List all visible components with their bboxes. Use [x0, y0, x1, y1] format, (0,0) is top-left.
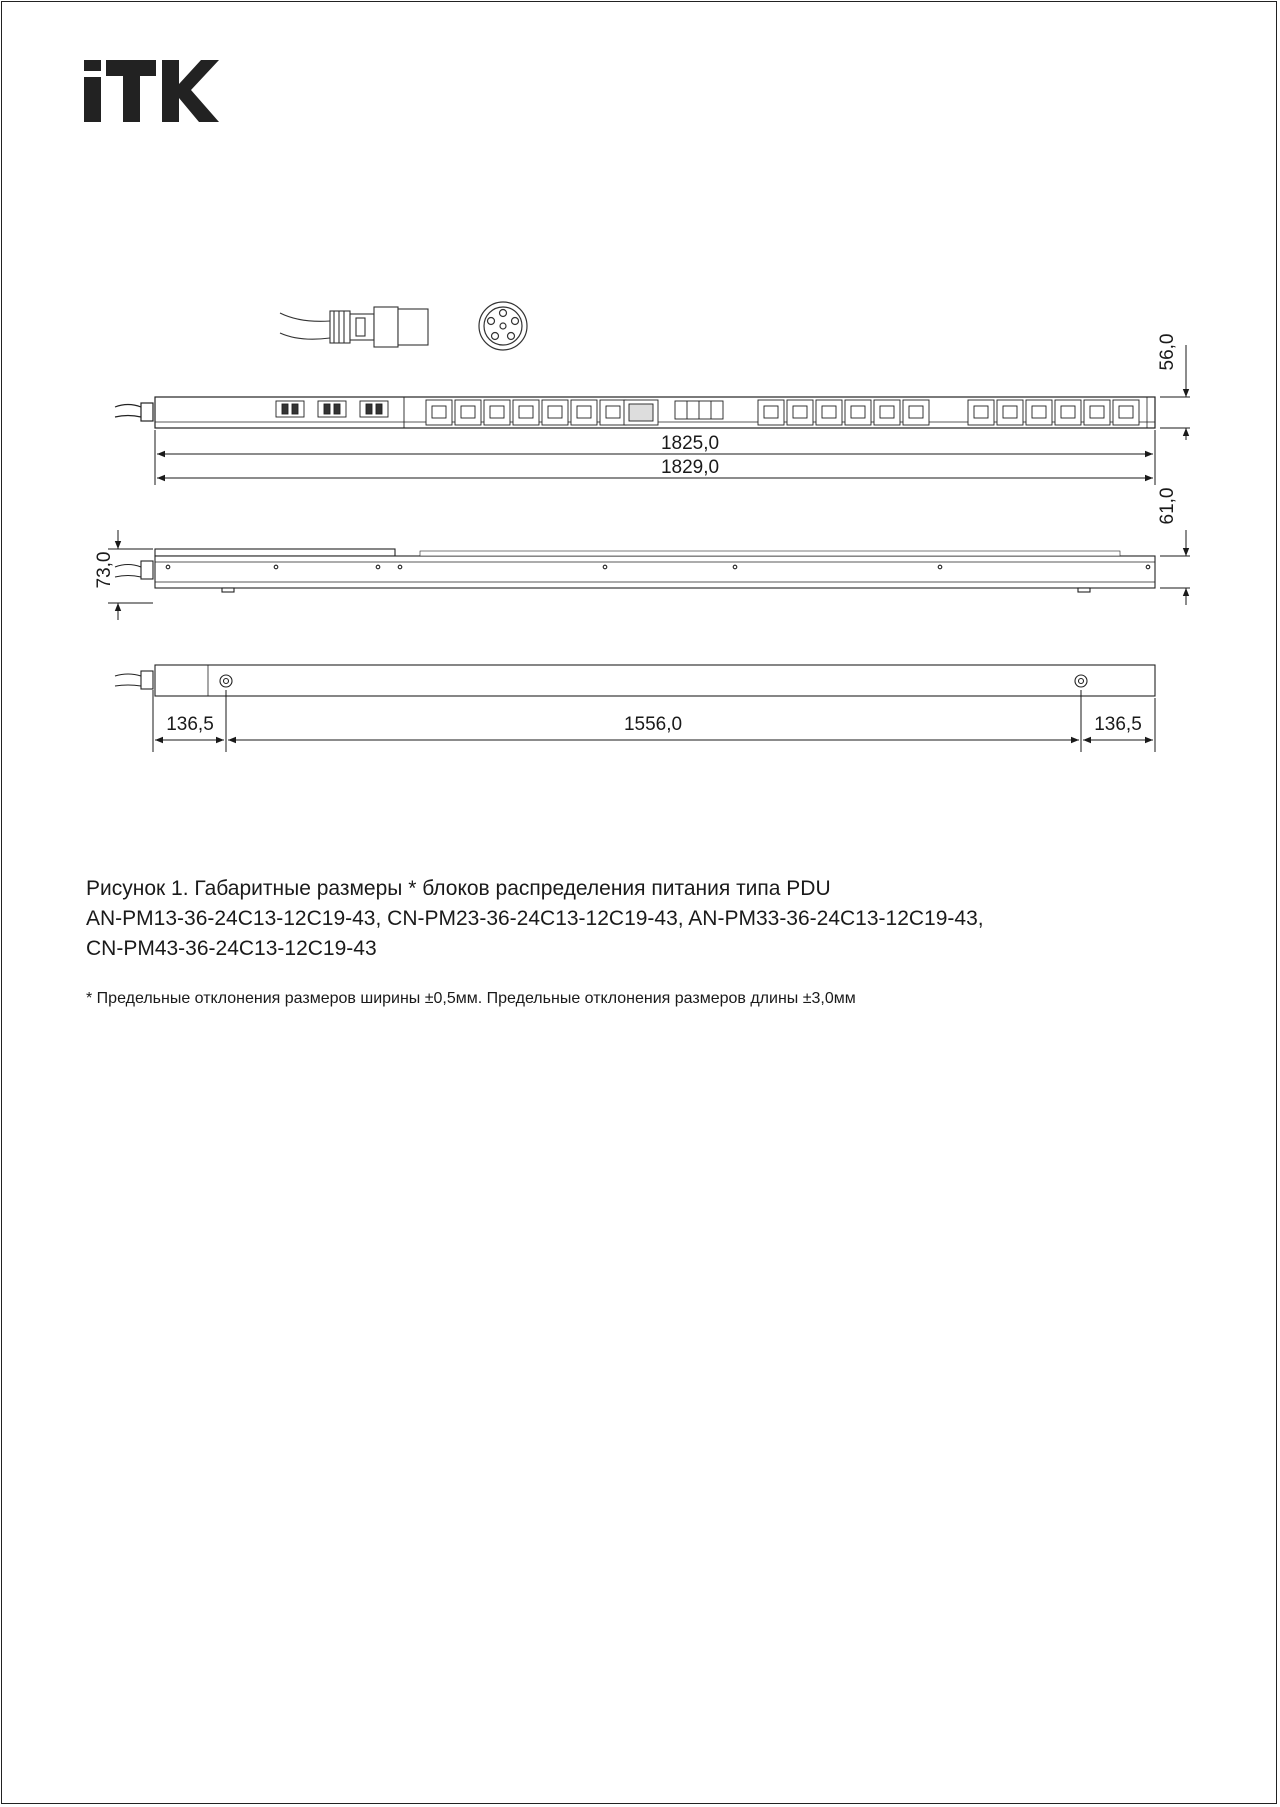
figure-caption — [86, 874, 1206, 964]
caption-line-1: Рисунок 1. Габаритные размеры * блоков распределения питания типа PDU — [86, 877, 831, 900]
tolerance-note: * Предельные отклонения размеров ширины ±0,5мм. Предельные отклонения размеров длины ±3,0мм — [86, 990, 856, 1007]
outlet-group-1 — [426, 400, 626, 425]
pdu-dimension-drawing — [0, 0, 1280, 800]
dim-56: 56,0 — [1157, 333, 1178, 371]
dim-73: 73,0 — [94, 551, 115, 589]
dim-136-5-right: 136,5 — [1094, 714, 1142, 735]
circuit-breakers — [276, 401, 388, 417]
dim-1825: 1825,0 — [660, 433, 720, 454]
caption-line-2: AN-PM13-36-24C13-12C19-43, CN-PM23-36-24C13-12C19-43, AN-PM33-36-24C13-12C19-43, — [86, 907, 984, 930]
dim-1556: 1556,0 — [623, 714, 683, 735]
plug-detail — [280, 307, 428, 347]
dim-1829: 1829,0 — [660, 457, 720, 478]
dim-61: 61,0 — [1157, 487, 1178, 525]
side-view — [115, 549, 1155, 592]
dim-136-5-left: 136,5 — [166, 714, 214, 735]
caption-line-3: CN-PM43-36-24C13-12C19-43 — [86, 937, 377, 960]
socket-face-detail — [479, 302, 527, 350]
bottom-view — [115, 665, 1155, 696]
